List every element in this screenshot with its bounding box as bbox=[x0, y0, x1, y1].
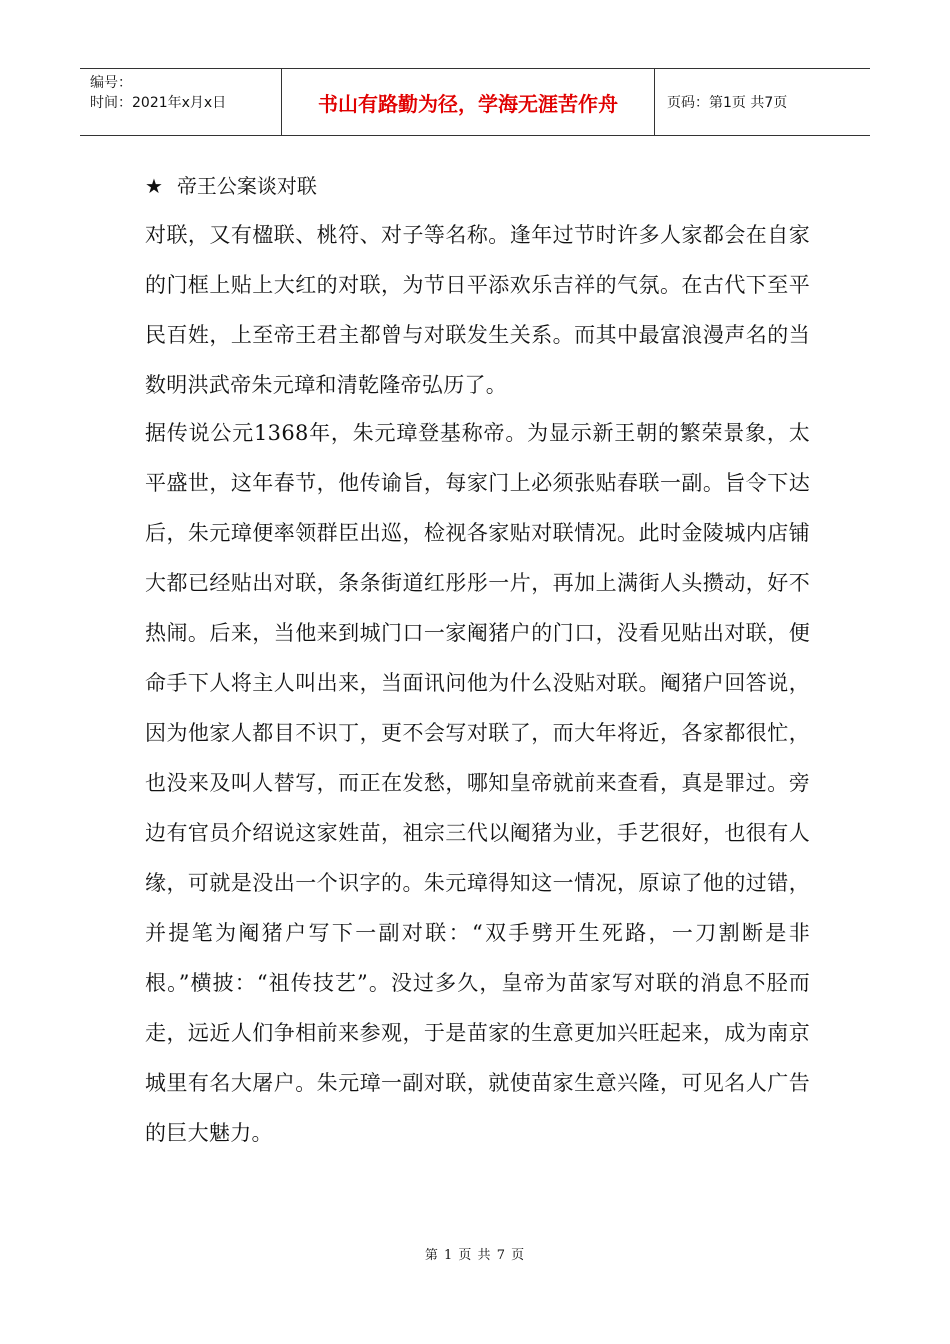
star-icon: ★ bbox=[145, 174, 163, 198]
date-label: 时间：2021年x月x日 bbox=[90, 95, 227, 111]
header-page-cell bbox=[655, 69, 870, 135]
article-title-text: 帝王公案谈对联 bbox=[176, 174, 317, 198]
page-info: 页码：第1页 共7页 bbox=[667, 95, 788, 111]
article-title bbox=[145, 162, 810, 210]
article-body bbox=[145, 162, 810, 1158]
page-footer: 第 1 页 共 7 页 bbox=[424, 1248, 526, 1263]
motto-text: 书山有路勤为径，学海无涯苦作舟 bbox=[318, 91, 618, 116]
paragraph-story: 据传说公元1368年，朱元璋登基称帝。为显示新王朝的繁荣景象，太平盛世，这年春节，他传谕旨，每家门上必须张贴春联一副。旨令下达后，朱元璋便率领群臣出巡，检视各家贴对联情况。此时金陵城内店铺大都已经贴出对联，条条街道红彤彤一片，再加上满街人头攒动，好不热闹。后来，当他来到城门口一家阉猪户的门口，没看见贴出对联，便命手下人将主人叫出来，当面讯问他为什么没贴对联。阉猪户回答说，因为他家人都目不识丁，更不会写对联了，而大年将近，各家都很忙，也没来及叫人替写，而正在发愁，哪知皇帝就前来查看，真是罪过。旁边有官员介绍说这家姓苗，祖宗三代以阉猪为业，手艺很好，也很有人缘，可就是没出一个识字的。朱元璋得知这一情况，原谅了他的过错，并提笔为阉猪户写下一副对联：“双手劈开生死路，一刀割断是非根。”横披：“祖传技艺”。没过多久，皇帝为苗家写对联的消息不胫而走，远近人们争相前来参观，于是苗家的生意更加兴旺起来，成为南京城里有名大屠户。朱元璋一副对联，就使苗家生意兴隆，可见名人广告的巨大魅力。 bbox=[145, 421, 810, 1145]
paragraph-intro: 对联，又有楹联、桃符、对子等名称。逢年过节时许多人家都会在自家的门框上贴上大红的对联，为节日平添欢乐吉祥的气氛。在古代下至平民百姓，上至帝王君主都曾与对联发生关系。而其中最富浪漫声名的当数明洪武帝朱元璋和清乾隆帝弘历了。 bbox=[145, 223, 810, 397]
header-table bbox=[80, 68, 870, 136]
doc-number-label: 编号： bbox=[90, 75, 132, 91]
header-motto-cell bbox=[282, 69, 655, 135]
header-meta-cell bbox=[80, 69, 282, 135]
